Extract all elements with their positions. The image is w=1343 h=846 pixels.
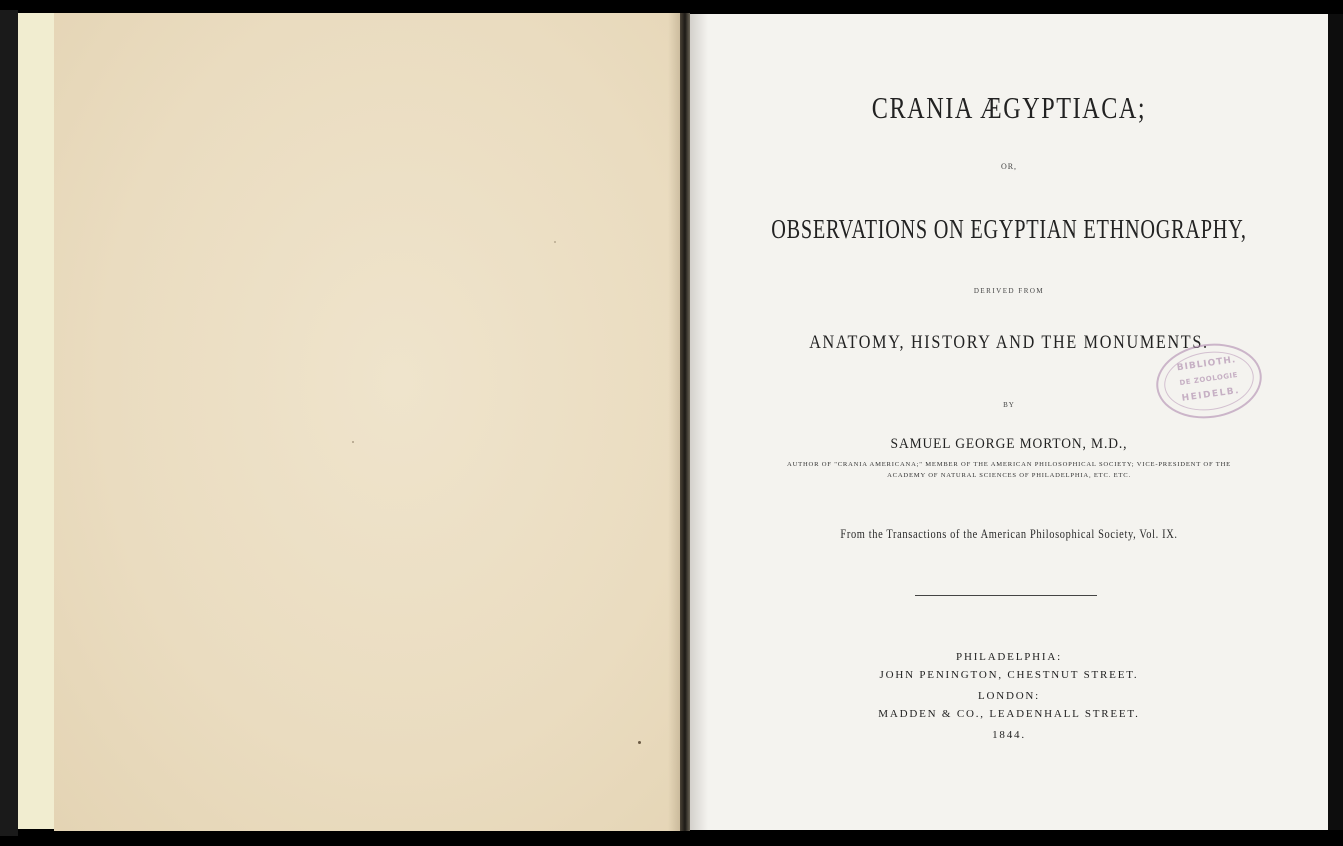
or-connector: OR, — [1000, 162, 1018, 171]
book-gutter — [680, 13, 690, 831]
credentials-line-2: ACADEMY OF NATURAL SCIENCES OF PHILADELPHIA, ETC. ETC. — [887, 472, 1131, 479]
derived-from-label: DERIVED FROM — [973, 287, 1045, 295]
imprint-city-1: PHILADELPHIA: — [956, 651, 1062, 663]
author-name: SAMUEL GEORGE MORTON, M.D., — [890, 436, 1128, 452]
book-subtitle: OBSERVATIONS ON EGYPTIAN ETHNOGRAPHY, — [771, 214, 1247, 244]
sources-line: ANATOMY, HISTORY AND THE MONUMENTS. — [809, 332, 1209, 353]
stamp-text-1: BIBLIOTH. — [1176, 355, 1237, 374]
paper-speck — [554, 241, 556, 243]
source-note: From the Transactions of the American Philosophical Society, Vol. IX. — [840, 526, 1178, 541]
imprint-year: 1844. — [992, 729, 1026, 741]
right-cover-edge — [1328, 14, 1343, 830]
paper-speck — [638, 741, 641, 744]
author-credentials — [690, 459, 1328, 481]
credentials-line-1: AUTHOR OF "CRANIA AMERICANA;" MEMBER OF THE AMERICAN PHILOSOPHICAL SOCIETY; VICE-PRESIDENT OF THE — [787, 461, 1231, 468]
paper-speck — [352, 441, 354, 443]
imprint-publisher-1: JOHN PENINGTON, CHESTNUT STREET. — [879, 669, 1139, 681]
stamp-text-2: DE ZOOLOGIE — [1179, 370, 1239, 388]
stamp-text-3: HEIDELB. — [1181, 385, 1241, 404]
left-blank-page — [54, 13, 680, 831]
book-title: CRANIA ÆGYPTIACA; — [871, 90, 1147, 125]
left-cover-edge — [0, 10, 18, 836]
left-flyleaf — [18, 13, 55, 829]
divider-rule — [915, 595, 1097, 596]
title-page — [690, 14, 1328, 830]
imprint-publisher-2: MADDEN & CO., LEADENHALL STREET. — [878, 708, 1140, 720]
by-label: BY — [1003, 401, 1015, 409]
imprint — [690, 648, 1328, 744]
imprint-city-2: LONDON: — [977, 690, 1041, 702]
